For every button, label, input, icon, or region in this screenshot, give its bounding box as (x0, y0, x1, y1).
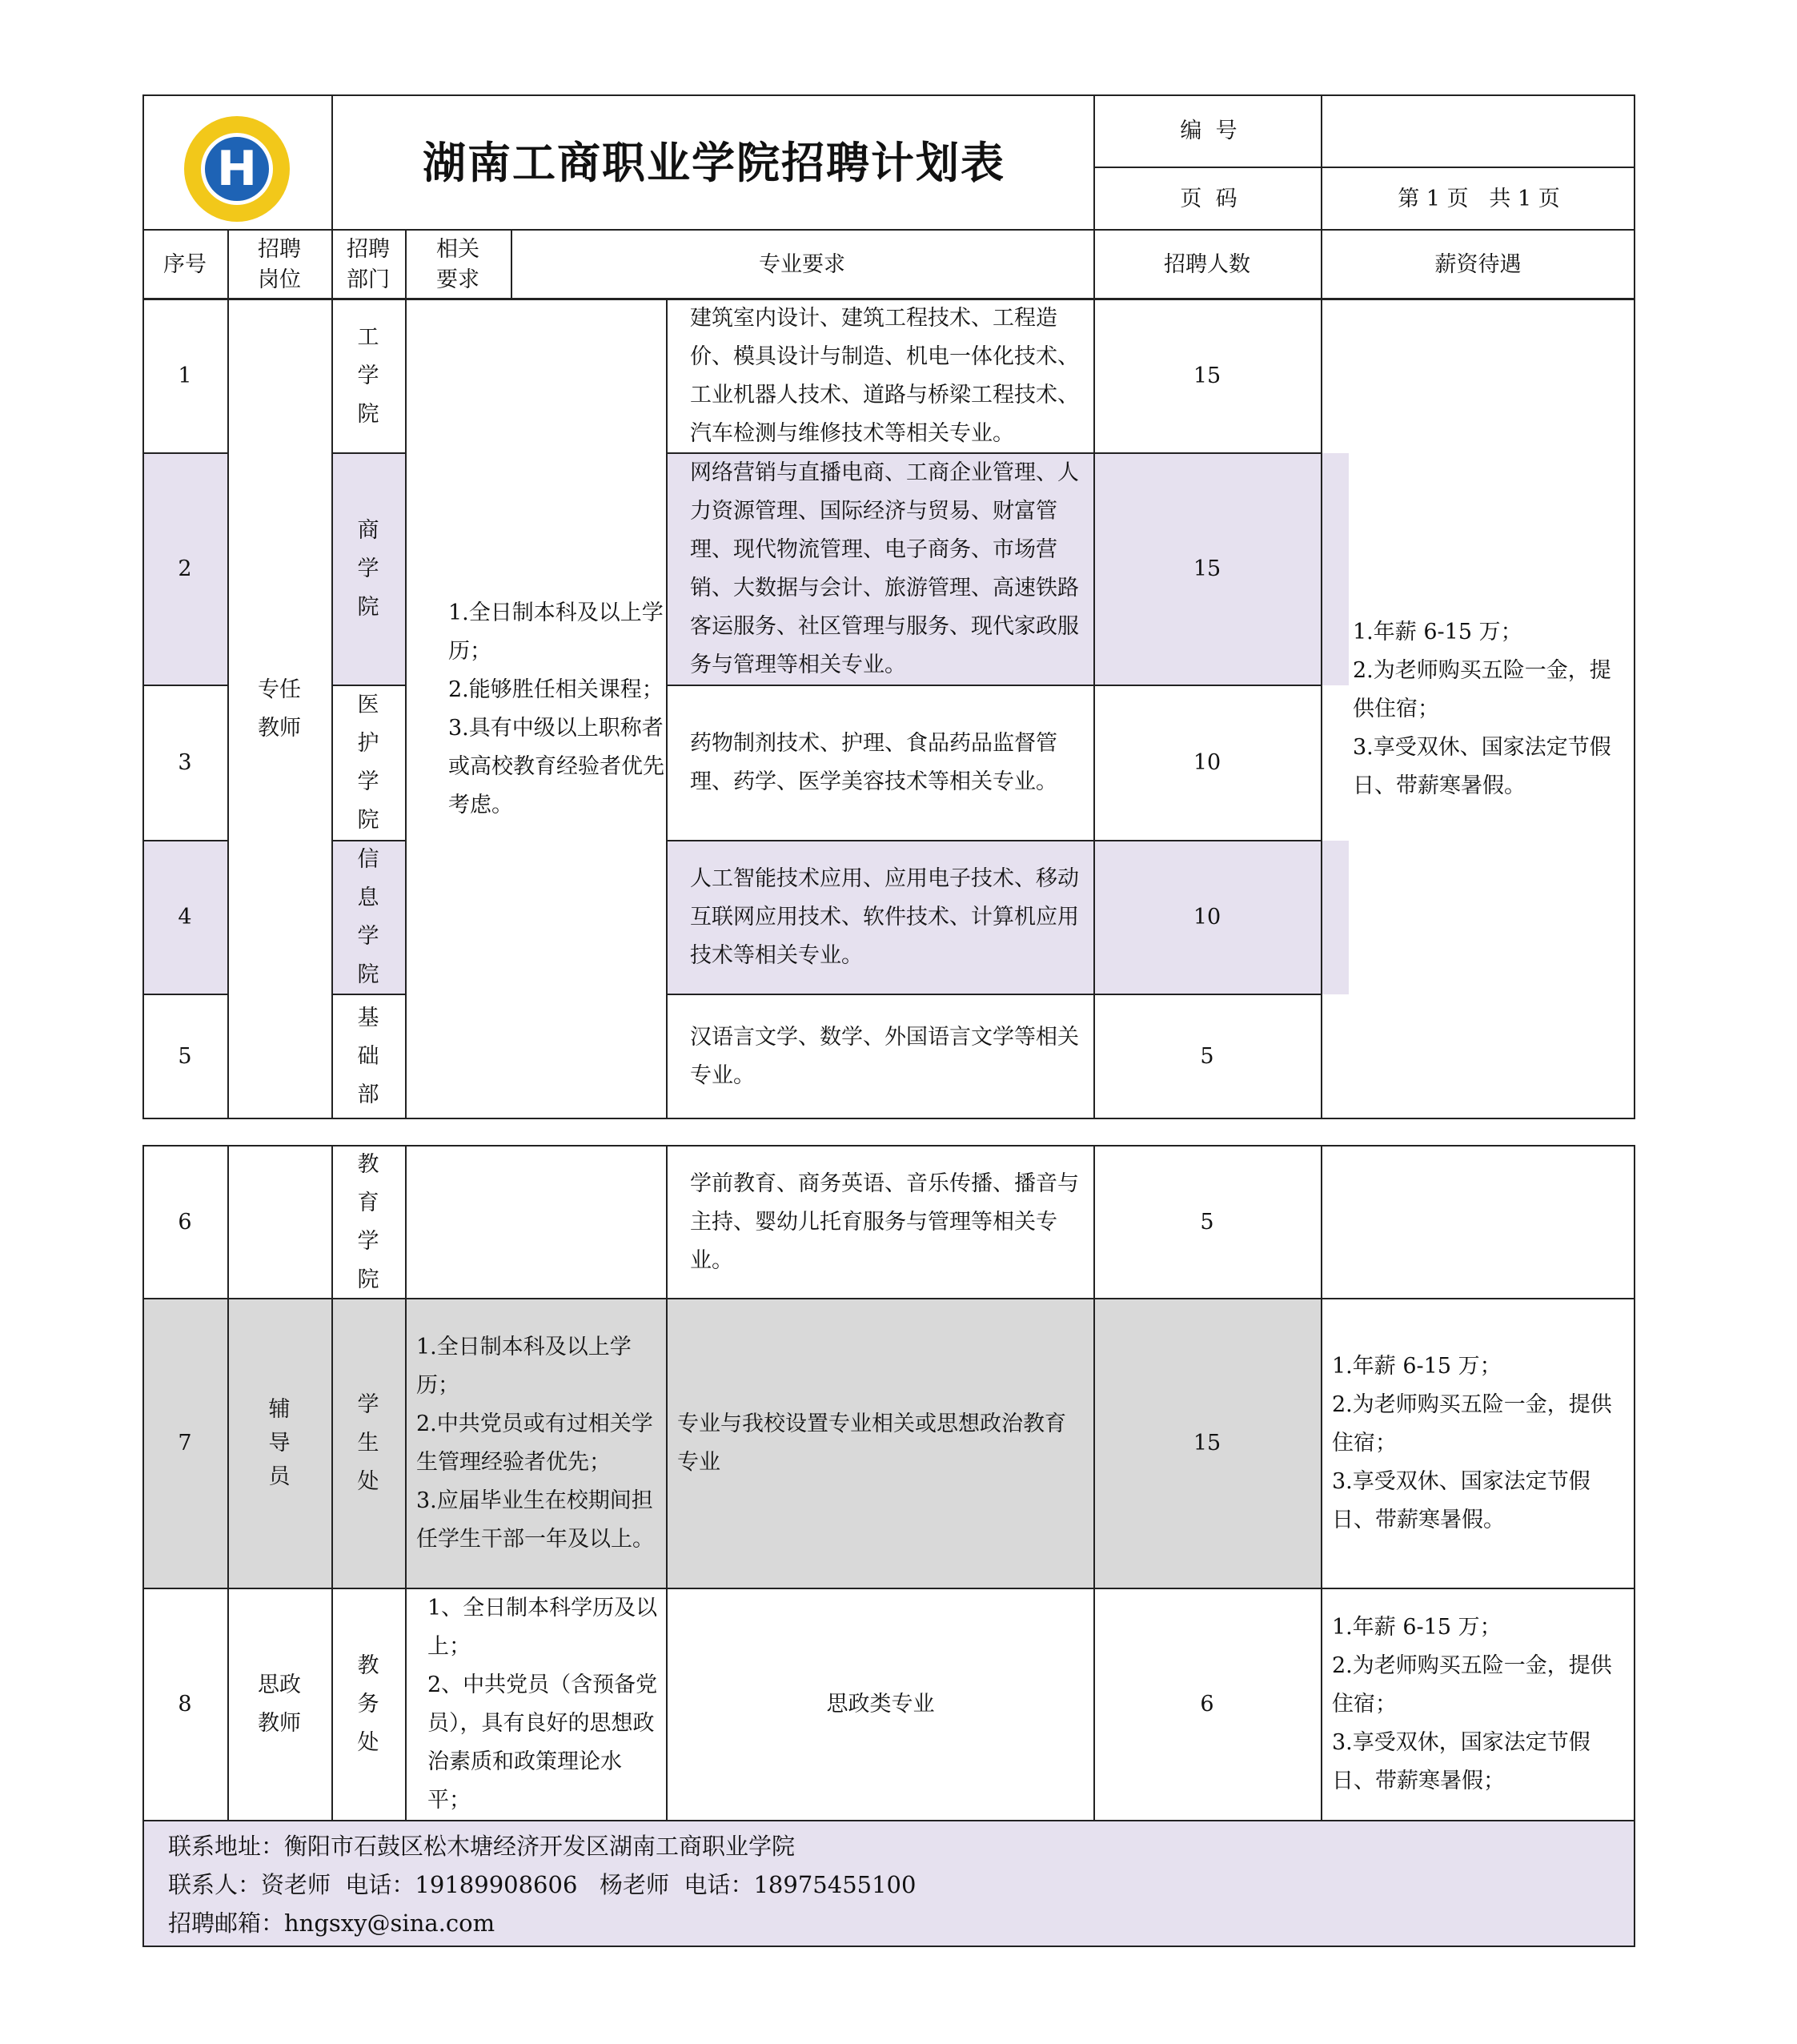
row-7-majors: 专业与我校设置专业相关或思想政治教育专业 (677, 1412, 1066, 1475)
contact-address: 联系地址：衡阳市石鼓区松木塘经济开发区湖南工商职业学院 (168, 1833, 796, 1860)
row-8-majors: 思政类专业 (826, 1692, 935, 1717)
row-7-department (331, 1299, 405, 1588)
logo-letter: H (201, 133, 273, 205)
row-4-index: 4 (178, 905, 192, 930)
row-5-department-text: 基础部 (357, 1006, 379, 1107)
row-6-count: 5 (1200, 1210, 1214, 1235)
row-1-index: 1 (178, 363, 192, 388)
row-4-department-text: 信息学院 (357, 847, 379, 987)
row-6-department-text: 教育学院 (357, 1152, 379, 1292)
row-2-index: 2 (178, 556, 192, 581)
row-1-count: 15 (1193, 363, 1221, 388)
code-value (1322, 96, 1635, 167)
row-6-requirements (413, 1146, 658, 1299)
row-6-department (331, 1146, 405, 1299)
row-6-position (227, 1146, 331, 1299)
row-5-department (331, 994, 405, 1119)
row-8-department (331, 1588, 405, 1821)
row-4-majors: 人工智能技术应用、应用电子技术、移动互联网应用技术、软件技术、计算机应用技术等相关专业。 (690, 866, 1079, 968)
row-3-department (331, 685, 405, 841)
row-4-count: 10 (1193, 905, 1221, 930)
col-header-requirements: 相关 要求 (436, 237, 479, 292)
row-8-salary: 1.年薪 6-15 万； 2.为老师购买五险一金，提供住宿； 3.享受双休，国家法定节假日、带薪寒暑假； (1332, 1615, 1612, 1793)
col-header-index: 序号 (163, 252, 207, 277)
row-7-position-text: 辅导员 (268, 1397, 291, 1489)
row-3-department-text: 医护学院 (357, 693, 379, 833)
row-8-count: 6 (1200, 1692, 1214, 1717)
row-3-count: 10 (1193, 750, 1221, 775)
col-header-position: 招聘 岗位 (258, 237, 301, 292)
row-6-majors: 学前教育、商务英语、音乐传播、播音与主持、婴幼儿托育服务与管理等相关专业。 (690, 1171, 1079, 1273)
row-7-index: 7 (178, 1431, 192, 1456)
row-2-majors: 网络营销与直播电商、工商企业管理、人力资源管理、国际经济与贸易、财富管理、现代物流管理、电子商务、市场营销、大数据与会计、旅游管理、高速铁路客运服务、社区管理与服务、现代家政服务与管理等相关专业。 (690, 460, 1079, 677)
row-7-count: 15 (1193, 1431, 1221, 1456)
row-6-index: 6 (178, 1210, 192, 1235)
row-5-count: 5 (1200, 1044, 1214, 1069)
row-8-department-text: 教务处 (357, 1653, 379, 1755)
col-header-department: 招聘 部门 (347, 237, 390, 292)
page-title: 湖南工商职业学院招聘计划表 (423, 137, 1005, 188)
row-1-department (331, 299, 405, 453)
row-1-department-text: 工学院 (357, 325, 379, 427)
contact-email[interactable]: 招聘邮箱：hngsxy@sina.com (168, 1909, 495, 1937)
row-3-majors: 药物制剂技术、护理、食品药品监督管理、药学、医学美容技术等相关专业。 (690, 731, 1057, 794)
table1-position: 专任 教师 (258, 677, 301, 741)
row-8-requirements: 1、全日制本科学历及以上； 2、中共党员（含预备党员），具有良好的思想政治素质和政策理论水平； (427, 1596, 658, 1813)
row-2-department (331, 453, 405, 685)
row-3-index: 3 (178, 750, 192, 775)
row-2-department-text: 商学院 (357, 518, 379, 620)
code-label: 编 号 (1180, 118, 1237, 143)
row-7-department-text: 学生处 (357, 1392, 379, 1494)
row-7-requirements: 1.全日制本科及以上学历； 2.中共党员或有过相关学生管理经验者优先； 3.应届毕业生在校期间担任学生干部一年及以上。 (416, 1335, 654, 1552)
row-8-index: 8 (178, 1692, 192, 1717)
row-6-salary (1332, 1146, 1623, 1299)
row-2-count: 15 (1193, 556, 1221, 581)
col-header-majors: 专业要求 (759, 252, 845, 277)
contact-phones: 联系人：资老师 电话：19189908606 杨老师 电话：18975455100 (168, 1871, 917, 1898)
college-logo (184, 116, 290, 222)
table1-salary: 1.年薪 6-15 万； 2.为老师购买五险一金，提供住宿； 3.享受双休、国家法定节假日、带薪寒暑假。 (1353, 620, 1611, 798)
row-7-position (227, 1299, 331, 1588)
row-5-index: 5 (178, 1044, 192, 1069)
row-5-majors: 汉语言文学、数学、外国语言文学等相关专业。 (690, 1025, 1079, 1088)
page-label: 页 码 (1180, 187, 1237, 211)
page-value: 第 1 页 共 1 页 (1398, 187, 1560, 211)
row-8-position: 思政 教师 (258, 1673, 301, 1736)
table1-requirements: 1.全日制本科及以上学历； 2.能够胜任相关课程； 3.具有中级以上职称者或高校教育经验者优先考虑。 (448, 600, 664, 817)
row-4-department (331, 841, 405, 994)
row-7-salary: 1.年薪 6-15 万； 2.为老师购买五险一金，提供住宿； 3.享受双休、国家法定节假日、带薪寒暑假。 (1332, 1354, 1612, 1532)
col-header-salary: 薪资待遇 (1434, 252, 1522, 277)
col-header-count: 招聘人数 (1164, 252, 1250, 277)
row-1-majors: 建筑室内设计、建筑工程技术、工程造价、模具设计与制造、机电一体化技术、工业机器人技术、道路与桥梁工程技术、汽车检测与维修技术等相关专业。 (690, 306, 1079, 446)
